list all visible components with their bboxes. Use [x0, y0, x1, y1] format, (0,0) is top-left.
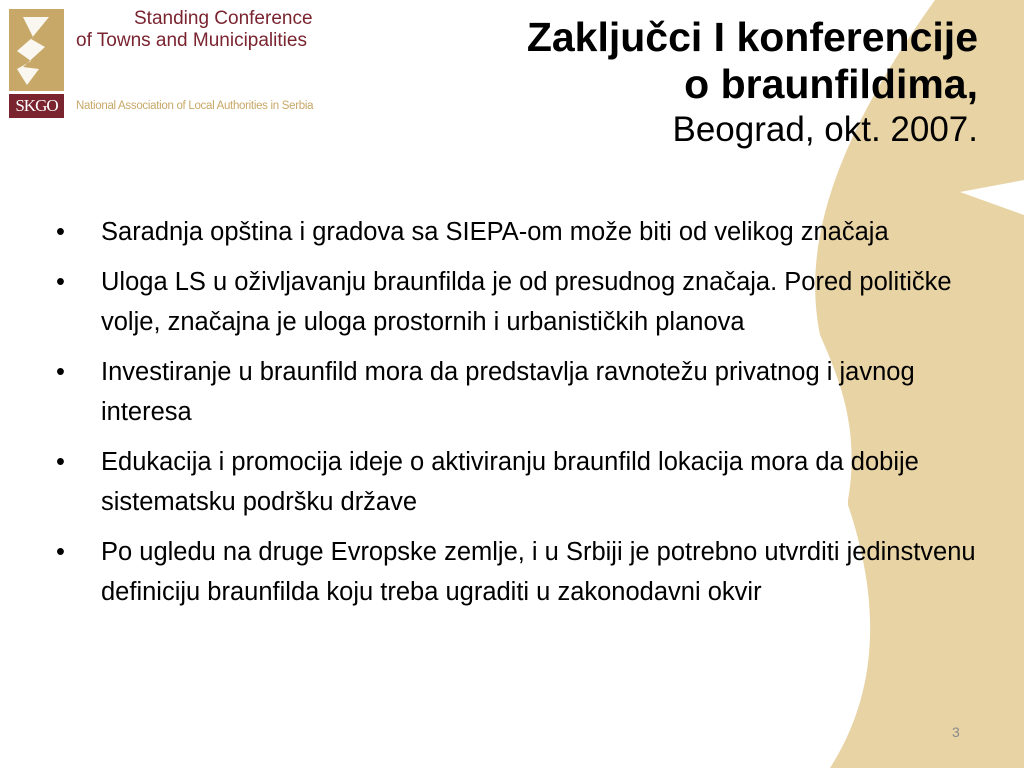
bullet-icon: •	[56, 357, 65, 386]
bullet-item	[56, 212, 1006, 253]
logo-line-3: National Association of Local Authorities in Serbia	[76, 100, 314, 112]
bullet-icon: •	[56, 537, 65, 566]
logo-emblem	[9, 9, 64, 91]
bullet-text: Po ugledu na druge Evropske zemlje, i u Srbiji je potrebno utvrditi jedinstvenu definiciju braunfilda koju treba ugraditi u zakonodavni okvir	[101, 537, 976, 606]
bullet-icon: •	[56, 447, 65, 476]
slide-title	[527, 14, 978, 152]
bullet-icon: •	[56, 267, 65, 296]
bullet-item	[56, 262, 1006, 343]
bullet-item	[56, 532, 1006, 613]
logo-line-2: of Towns and Municipalities	[76, 30, 307, 51]
bullet-text: Edukacija i promocija ideje o aktiviranju braunfild lokacija mora da dobije sistematsku podršku države	[101, 447, 919, 516]
organization-logo	[6, 6, 326, 118]
bullet-icon: •	[56, 218, 65, 246]
title-subtitle: Beograd, okt. 2007.	[672, 110, 978, 149]
title-line-1: Zaključci I konferencije	[526, 14, 978, 60]
logo-line-1: Standing Conference	[134, 8, 313, 29]
bullet-text: Uloga LS u oživljavanju braunfilda je od presudnog značaja. Pored političke volje, značajna je uloga prostornih i urbanističkih planova	[101, 267, 952, 336]
title-line-2: o braunfildima,	[684, 61, 978, 107]
logo-skgo: SKGO	[9, 94, 64, 118]
bullet-text: Investiranje u braunfild mora da predstavlja ravnotežu privatnog i javnog interesa	[101, 357, 915, 426]
bullet-list	[56, 212, 1006, 622]
page-number: 3	[952, 724, 960, 740]
bullet-item	[56, 352, 1006, 433]
bullet-item	[56, 442, 1006, 523]
bullet-text: Saradnja opština i gradova sa SIEPA-om može biti od velikog značaja	[101, 218, 889, 246]
